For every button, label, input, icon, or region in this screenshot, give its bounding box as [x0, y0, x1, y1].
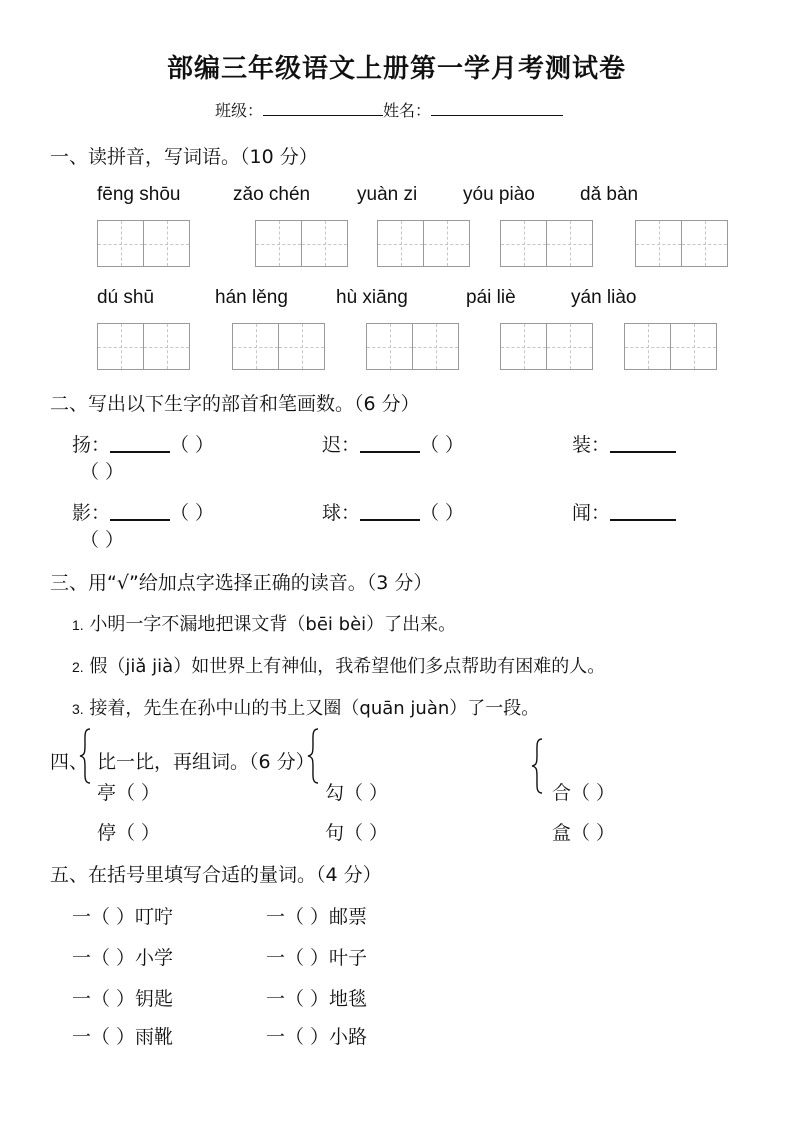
- measure-word-item[interactable]: 一（ ）小学: [72, 947, 174, 969]
- tian-cell[interactable]: [278, 323, 325, 370]
- tian-cell[interactable]: [366, 323, 413, 370]
- stroke-paren[interactable]: （ ）: [170, 502, 215, 524]
- radical-item: [322, 430, 464, 457]
- measure-word-item[interactable]: 一（ ）雨靴: [72, 1026, 174, 1048]
- section-4-heading-start: 四、: [50, 751, 89, 773]
- question-number: 3.: [72, 701, 84, 717]
- tian-grid[interactable]: [232, 323, 325, 370]
- tian-cell[interactable]: [377, 220, 424, 267]
- question-text[interactable]: 小明一字不漏地把课文背（bēi bèi）了出来。: [89, 614, 457, 635]
- tian-cell[interactable]: [232, 323, 279, 370]
- tian-cell[interactable]: [97, 323, 144, 370]
- tian-grid[interactable]: [97, 220, 190, 267]
- page-title: 部编三年级语文上册第一学月考测试卷: [166, 54, 626, 84]
- class-field[interactable]: [263, 99, 383, 116]
- tian-cell[interactable]: [670, 323, 717, 370]
- section-5-heading: 五、在括号里填写合适的量词。（4 分）: [50, 864, 382, 886]
- section-3-heading: 三、用“√”给加点字选择正确的读音。（3 分）: [50, 572, 433, 594]
- question-number: 1.: [72, 617, 84, 633]
- pinyin-label: zǎo chén: [233, 184, 311, 205]
- pinyin-label: fēng shōu: [97, 184, 181, 205]
- reading-question: [72, 610, 456, 636]
- tian-cell[interactable]: [301, 220, 348, 267]
- measure-word-item[interactable]: 一（ ）地毯: [266, 988, 368, 1010]
- tian-cell[interactable]: [255, 220, 302, 267]
- measure-word-item[interactable]: 一（ ）邮票: [266, 906, 368, 928]
- compare-word[interactable]: 停（ ）: [97, 822, 161, 844]
- pinyin-label: dú shū: [97, 287, 155, 308]
- compare-word[interactable]: 亭（ ）: [97, 782, 161, 804]
- tian-grid[interactable]: [635, 220, 728, 267]
- tian-cell[interactable]: [681, 220, 728, 267]
- compare-word[interactable]: 勾（ ）: [325, 782, 389, 804]
- pinyin-label: yóu piào: [463, 184, 535, 205]
- tian-grid[interactable]: [97, 323, 190, 370]
- char-label: 装：: [572, 434, 611, 456]
- tian-grid[interactable]: [500, 323, 593, 370]
- tian-cell[interactable]: [546, 220, 593, 267]
- tian-cell[interactable]: [412, 323, 459, 370]
- section-4-heading: 比一比，再组词。（6 分）: [97, 751, 315, 773]
- section-2-heading: 二、写出以下生字的部首和笔画数。（6 分）: [50, 393, 420, 415]
- tian-cell[interactable]: [500, 323, 547, 370]
- reading-question: [72, 652, 605, 678]
- tian-grid[interactable]: [255, 220, 348, 267]
- student-info: [215, 98, 563, 121]
- question-text[interactable]: 假（jiǎ jià）如世界上有神仙，我希望他们多点帮助有困难的人。: [89, 656, 606, 677]
- section-1-heading: 一、读拼音，写词语。（10 分）: [50, 146, 318, 168]
- question-number: 2.: [72, 659, 84, 675]
- tian-cell[interactable]: [624, 323, 671, 370]
- reading-question: [72, 694, 539, 720]
- brace-icon: [78, 728, 92, 784]
- radical-item: [572, 498, 676, 525]
- radical-blank[interactable]: [110, 433, 170, 453]
- measure-word-item[interactable]: 一（ ）叶子: [266, 947, 368, 969]
- brace-icon: [306, 728, 320, 784]
- pinyin-label: hù xiāng: [336, 287, 408, 308]
- radical-item: [72, 498, 214, 525]
- tian-grid[interactable]: [624, 323, 717, 370]
- radical-blank[interactable]: [610, 433, 676, 453]
- tian-cell[interactable]: [143, 220, 190, 267]
- stroke-paren[interactable]: （ ）: [420, 502, 465, 524]
- measure-word-item[interactable]: 一（ ）钥匙: [72, 988, 174, 1010]
- char-label: 扬：: [72, 434, 111, 456]
- pinyin-label: yuàn zi: [357, 184, 418, 205]
- radical-blank[interactable]: [610, 501, 676, 521]
- char-label: 影：: [72, 502, 111, 524]
- radical-blank[interactable]: [360, 433, 420, 453]
- brace-icon: [530, 738, 544, 794]
- stroke-paren[interactable]: （ ）: [80, 461, 125, 483]
- compare-word[interactable]: 盒（ ）: [552, 822, 616, 844]
- compare-word[interactable]: 合（ ）: [552, 782, 616, 804]
- tian-grid[interactable]: [377, 220, 470, 267]
- tian-cell[interactable]: [635, 220, 682, 267]
- tian-cell[interactable]: [500, 220, 547, 267]
- radical-item: [322, 498, 464, 525]
- question-text[interactable]: 接着，先生在孙中山的书上又圈（quān juàn）了一段。: [89, 698, 540, 719]
- pinyin-label: dǎ bàn: [580, 184, 639, 205]
- pinyin-label: pái liè: [466, 287, 516, 308]
- measure-word-item[interactable]: 一（ ）叮咛: [72, 906, 174, 928]
- char-label: 球：: [322, 502, 361, 524]
- name-label: 姓名：: [383, 101, 432, 120]
- tian-grid[interactable]: [366, 323, 459, 370]
- stroke-paren[interactable]: （ ）: [80, 529, 125, 551]
- tian-cell[interactable]: [97, 220, 144, 267]
- name-field[interactable]: [431, 99, 563, 116]
- tian-cell[interactable]: [546, 323, 593, 370]
- class-label: 班级：: [215, 101, 264, 120]
- radical-blank[interactable]: [360, 501, 420, 521]
- pinyin-label: yán liào: [571, 287, 637, 308]
- radical-item: [572, 430, 676, 457]
- measure-word-item[interactable]: 一（ ）小路: [266, 1026, 368, 1048]
- radical-item: [72, 430, 214, 457]
- tian-cell[interactable]: [143, 323, 190, 370]
- stroke-paren[interactable]: （ ）: [420, 434, 465, 456]
- tian-grid[interactable]: [500, 220, 593, 267]
- pinyin-label: hán lěng: [215, 287, 288, 308]
- compare-word[interactable]: 句（ ）: [325, 822, 389, 844]
- char-label: 闻：: [572, 502, 611, 524]
- radical-blank[interactable]: [110, 501, 170, 521]
- char-label: 迟：: [322, 434, 361, 456]
- stroke-paren[interactable]: （ ）: [170, 434, 215, 456]
- tian-cell[interactable]: [423, 220, 470, 267]
